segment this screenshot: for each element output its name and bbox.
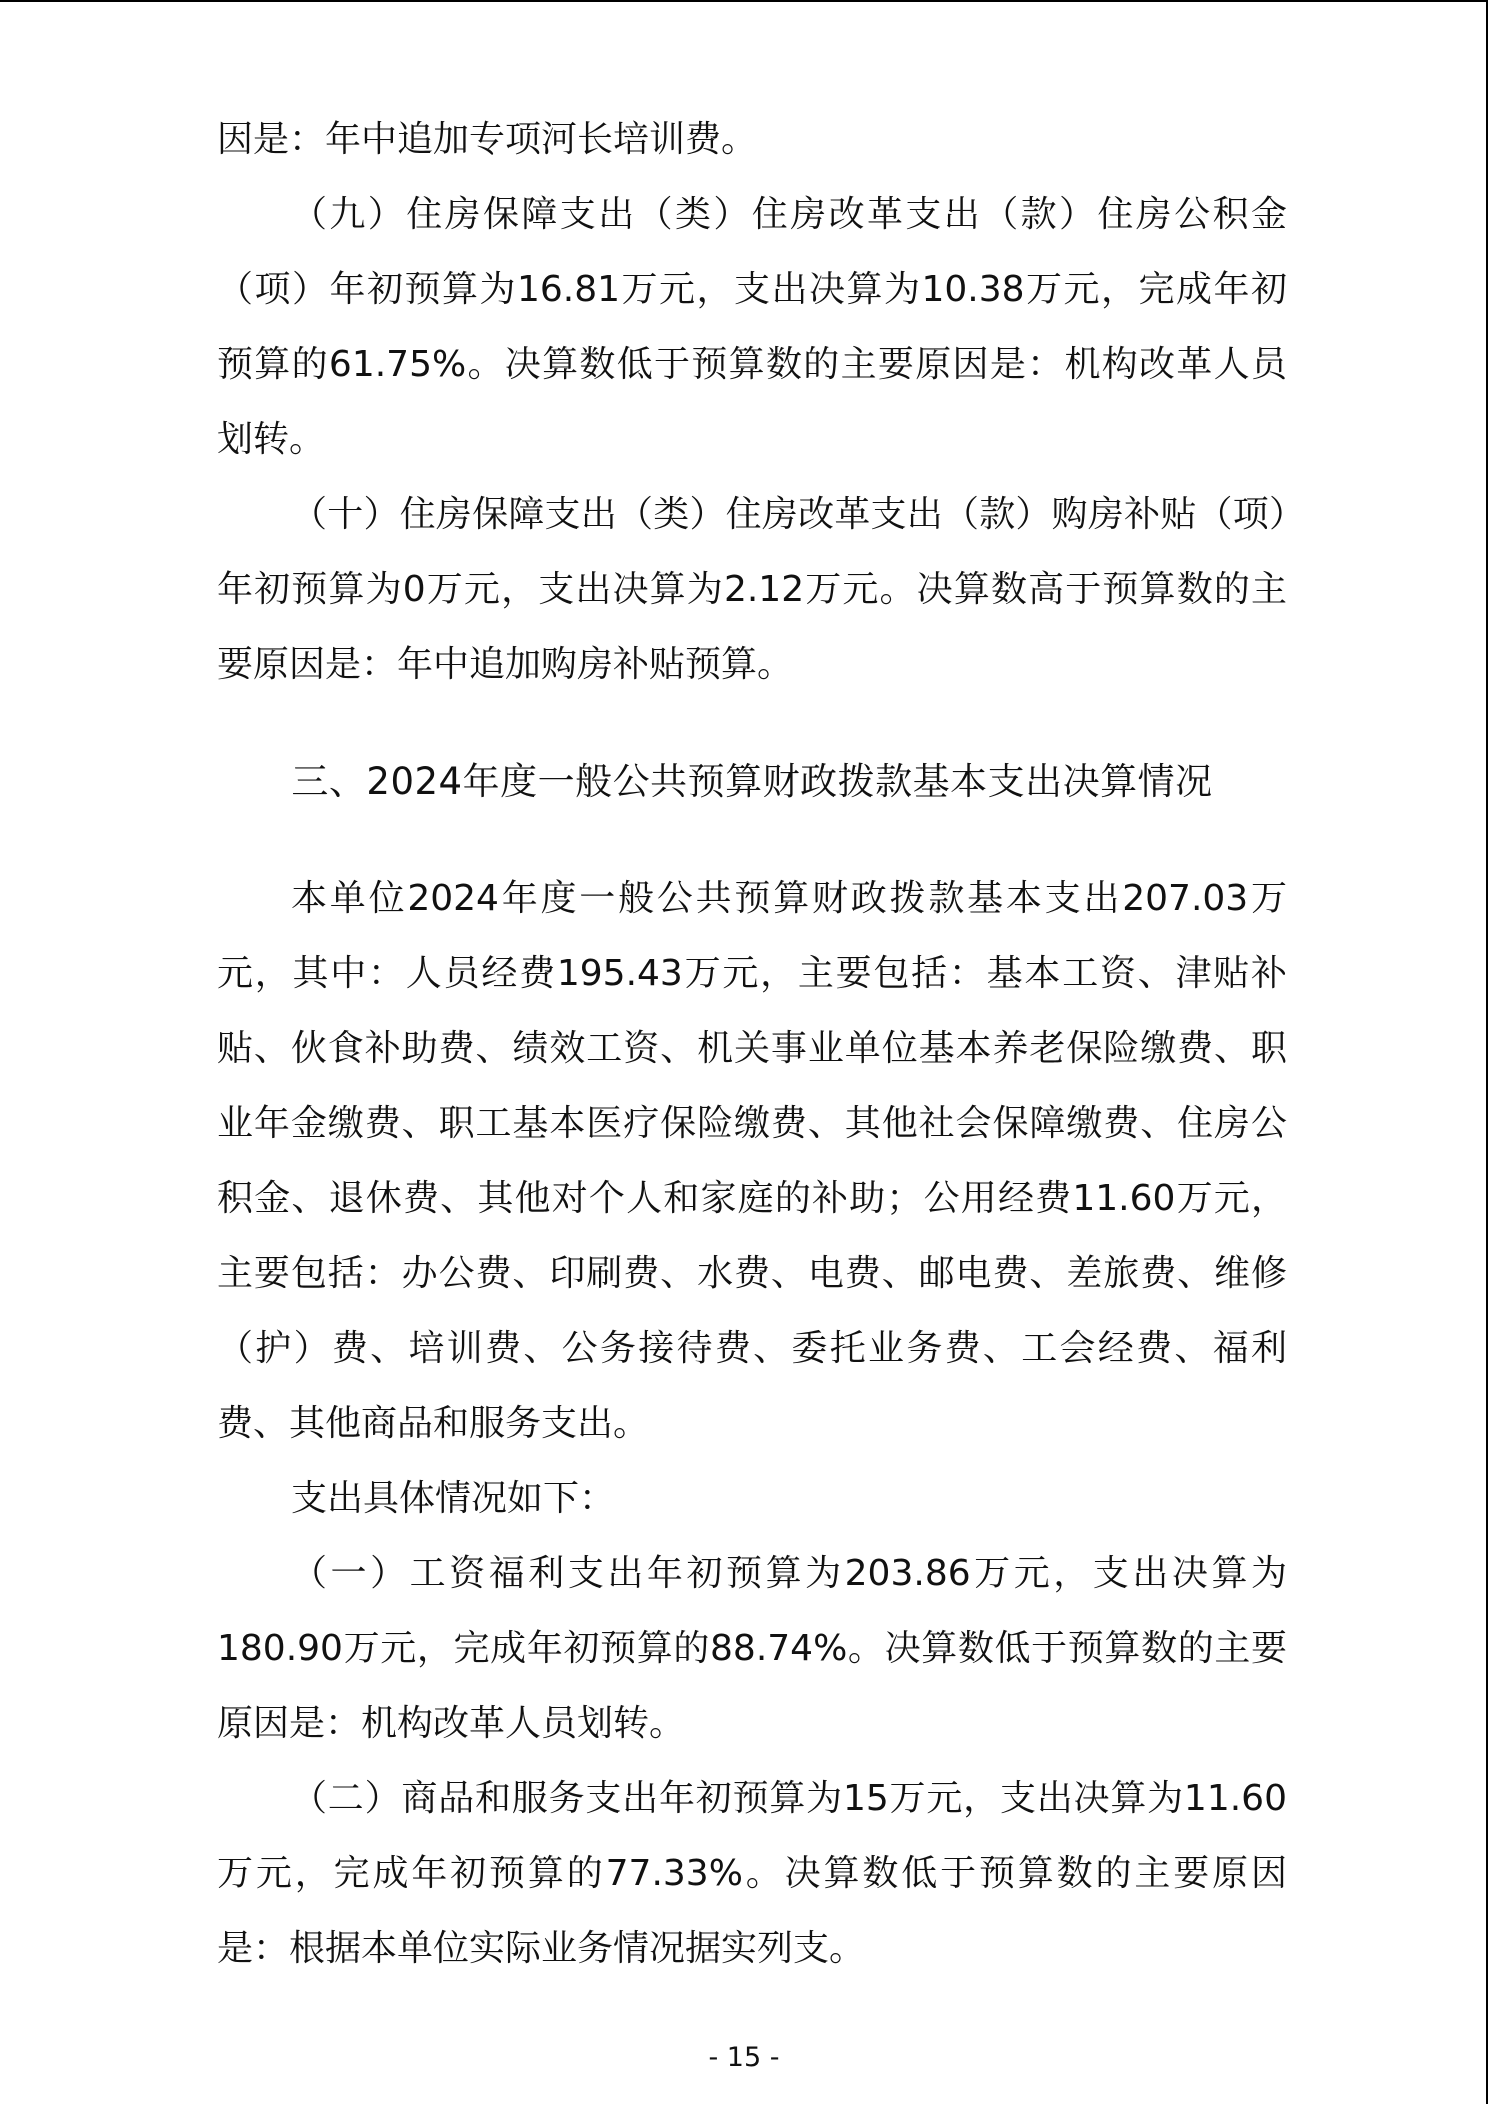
paragraph-intro: 支出具体情况如下：	[291, 1478, 616, 1519]
paragraph-item-9: （九）住房保障支出（类）住房改革支出（款）住房公积金（项）年初预算为16.81万元，支出决算为10.38万元，完成年初预算的61.75%。决算数低于预算数的主要原因是：机构改革人员划转。	[217, 194, 1287, 460]
paragraph-item-10: （十）住房保障支出（类）住房改革支出（款）购房补贴（项）年初预算为0万元，支出决算为2.12万元。决算数高于预算数的主要原因是：年中追加购房补贴预算。	[217, 494, 1287, 685]
page-number: - 15 -	[708, 2042, 780, 2073]
paragraph-continuation: 因是：年中追加专项河长培训费。	[217, 119, 758, 160]
paragraph-basic-expenditure: 本单位2024年度一般公共预算财政拨款基本支出207.03万元，其中：人员经费195.43万元，主要包括：基本工资、津贴补贴、伙食补助费、绩效工资、机关事业单位基本养老保险缴费、职业年金缴费、职工基本医疗保险缴费、其他社会保障缴费、住房公积金、退休费、其他对个人和家庭的补助；公用经费11.60万元，主要包括：办公费、印刷费、水费、电费、邮电费、差旅费、维修（护）费、培训费、公务接待费、委托业务费、工会经费、福利费、其他商品和服务支出。	[217, 878, 1287, 1444]
paragraph-item-1: （一）工资福利支出年初预算为203.86万元，支出决算为180.90万元，完成年初预算的88.74%。决算数低于预算数的主要原因是：机构改革人员划转。	[217, 1553, 1287, 1744]
section-heading: 三、2024年度一般公共预算财政拨款基本支出决算情况	[291, 760, 1213, 803]
paragraph-item-2: （二）商品和服务支出年初预算为15万元，支出决算为11.60万元，完成年初预算的77.33%。决算数低于预算数的主要原因是：根据本单位实际业务情况据实列支。	[217, 1778, 1287, 1969]
document-body	[217, 102, 1287, 1986]
